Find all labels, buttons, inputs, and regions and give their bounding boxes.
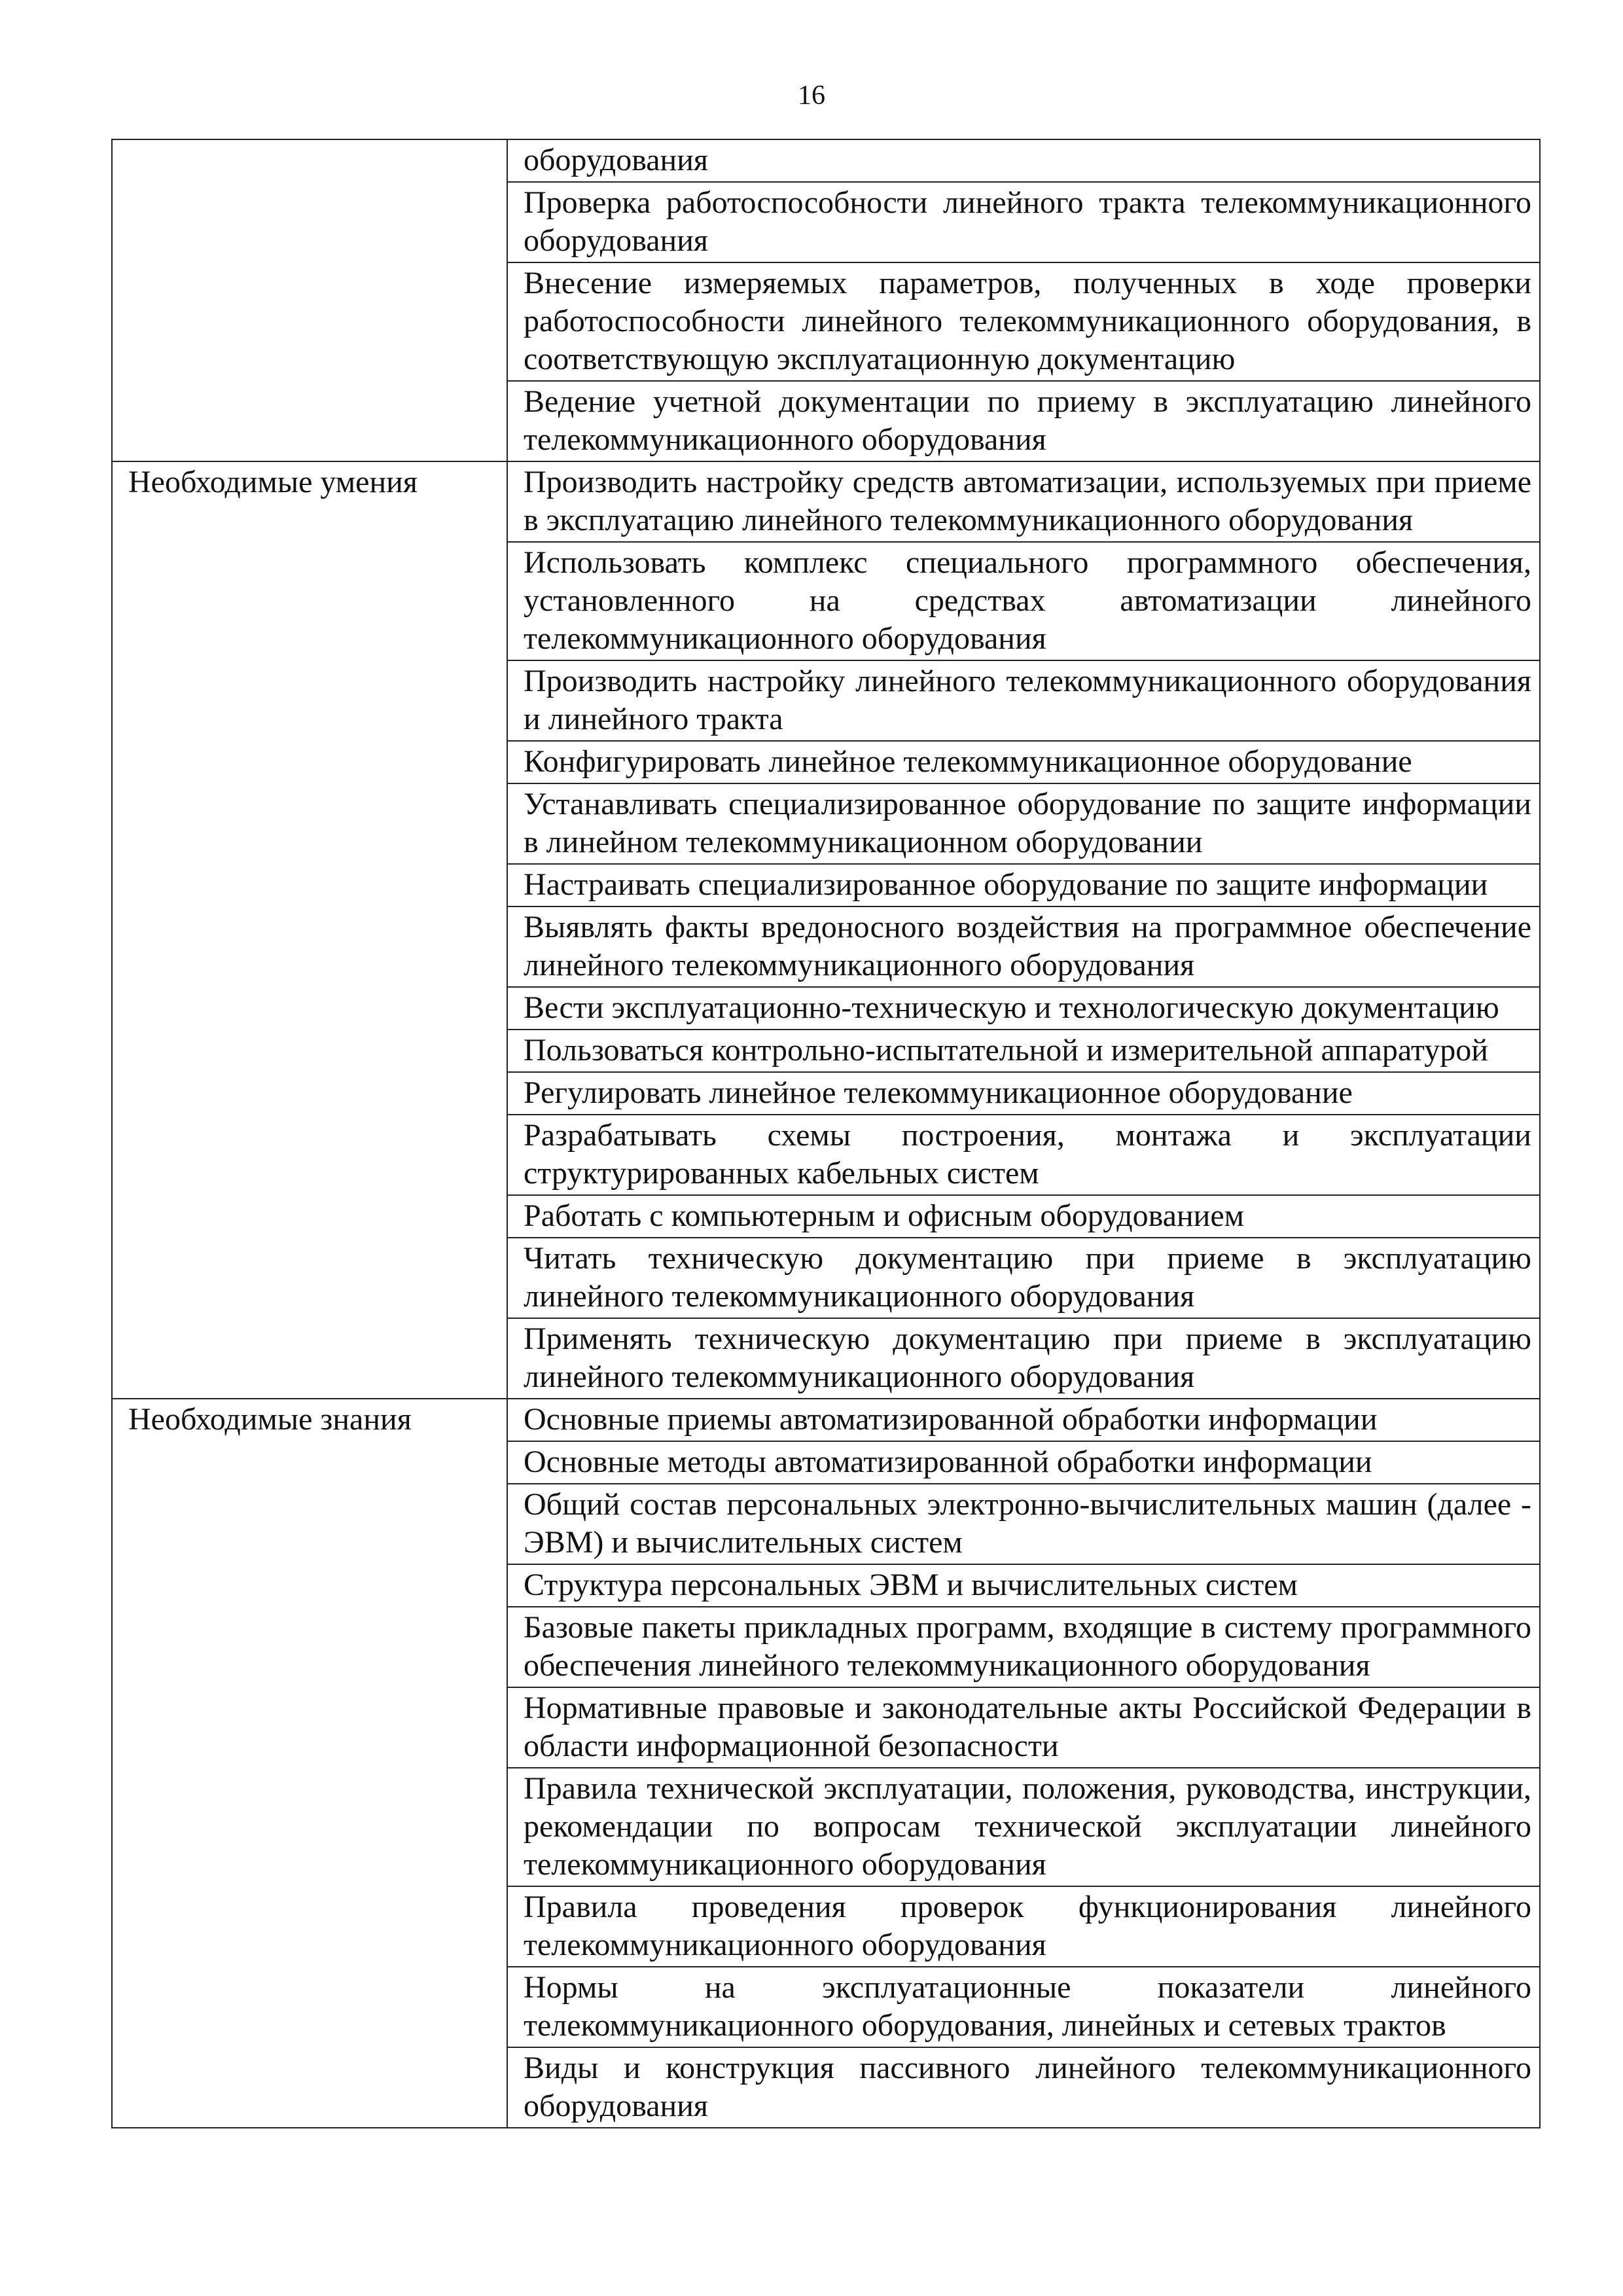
requirement-item: Разрабатывать схемы построения, монтажа и эксплуатации структурированных кабельных систем: [507, 1115, 1540, 1195]
table-row: [112, 139, 1540, 182]
requirement-item: Производить настройку средств автоматизации, используемых при приеме в эксплуатацию линейного телекоммуникационного оборудования: [507, 461, 1540, 542]
requirement-item: Основные приемы автоматизированной обработки информации: [507, 1399, 1540, 1441]
section-label: Необходимые умения: [112, 461, 507, 1399]
requirement-item: Устанавливать специализированное оборудование по защите информации в линейном телекоммуникационном оборудовании: [507, 783, 1540, 864]
requirement-item: Правила проведения проверок функционирования линейного телекоммуникационного оборудования: [507, 1886, 1540, 1967]
page-number: 16: [798, 81, 825, 111]
table-row: [112, 461, 1540, 542]
requirements-table: [111, 139, 1541, 2128]
requirement-item: Читать техническую документацию при приеме в эксплуатацию линейного телекоммуникационного оборудования: [507, 1238, 1540, 1318]
requirement-item: Пользоваться контрольно-испытательной и измерительной аппаратурой: [507, 1030, 1540, 1072]
requirement-item: Структура персональных ЭВМ и вычислительных систем: [507, 1564, 1540, 1607]
requirements-table-body: [112, 139, 1540, 2128]
requirement-item: Проверка работоспособности линейного тракта телекоммуникационного оборудования: [507, 182, 1540, 262]
requirement-item: Правила технической эксплуатации, положения, руководства, инструкции, рекомендации по вопросам технической эксплуатации линейного телекоммуникационного оборудования: [507, 1768, 1540, 1886]
requirement-item: Внесение измеряемых параметров, полученных в ходе проверки работоспособности линейного телекоммуникационного оборудования, в соответствующую эксплуатационную документацию: [507, 262, 1540, 381]
requirement-item: Выявлять факты вредоносного воздействия на программное обеспечение линейного телекоммуникационного оборудования: [507, 906, 1540, 987]
requirement-item: Нормативные правовые и законодательные акты Российской Федерации в области информационной безопасности: [507, 1687, 1540, 1768]
requirement-item: Настраивать специализированное оборудование по защите информации: [507, 864, 1540, 906]
requirement-item: Виды и конструкция пассивного линейного телекоммуникационного оборудования: [507, 2047, 1540, 2128]
requirement-item: Ведение учетной документации по приему в эксплуатацию линейного телекоммуникационного оборудования: [507, 381, 1540, 461]
table-row: [112, 1399, 1540, 1441]
requirement-item: Производить настройку линейного телекоммуникационного оборудования и линейного тракта: [507, 660, 1540, 741]
requirement-item: Основные методы автоматизированной обработки информации: [507, 1441, 1540, 1484]
requirement-item: Регулировать линейное телекоммуникационное оборудование: [507, 1072, 1540, 1115]
requirement-item: Использовать комплекс специального программного обеспечения, установленного на средствах автоматизации линейного телекоммуникационного оборудования: [507, 542, 1540, 660]
requirement-item: Работать с компьютерным и офисным оборудованием: [507, 1195, 1540, 1238]
requirement-item: Применять техническую документацию при приеме в эксплуатацию линейного телекоммуникационного оборудования: [507, 1318, 1540, 1399]
requirement-item: оборудования: [507, 139, 1540, 182]
requirement-item: Общий состав персональных электронно-вычислительных машин (далее - ЭВМ) и вычислительных систем: [507, 1484, 1540, 1564]
requirement-item: Вести эксплуатационно-техническую и технологическую документацию: [507, 987, 1540, 1030]
requirement-item: Конфигурировать линейное телекоммуникационное оборудование: [507, 741, 1540, 783]
section-label: Необходимые знания: [112, 1399, 507, 2128]
requirement-item: Базовые пакеты прикладных программ, входящие в систему программного обеспечения линейного телекоммуникационного оборудования: [507, 1607, 1540, 1687]
section-label: [112, 139, 507, 461]
requirement-item: Нормы на эксплуатационные показатели линейного телекоммуникационного оборудования, линейных и сетевых трактов: [507, 1967, 1540, 2047]
